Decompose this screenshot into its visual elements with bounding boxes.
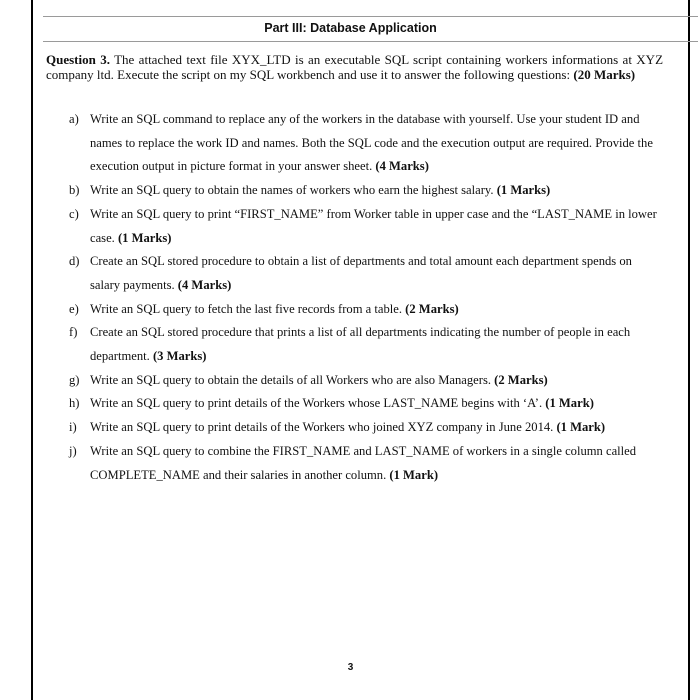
question-items: [69, 108, 659, 487]
item-text: Write an SQL query to obtain the names of workers who earn the highest salary.: [90, 183, 494, 198]
item-text: Write an SQL query to fetch the last five records from a table.: [90, 301, 403, 316]
item-text: Write an SQL query to obtain the details of all Workers who are also Managers.: [90, 372, 492, 387]
question-marks: (20 Marks): [573, 67, 636, 82]
item-letter: j): [69, 443, 77, 458]
item-letter: a): [69, 112, 79, 126]
item-text: Create an SQL stored procedure to obtain a list of departments and total amount each department spends on salary payments.: [90, 254, 632, 292]
list-item: [69, 298, 659, 322]
list-item: [69, 440, 659, 487]
item-marks: (1 Mark): [556, 420, 606, 435]
item-marks: (3 Marks): [152, 349, 207, 364]
item-text: Write an SQL query to print details of the Workers whose LAST_NAME begins with ‘A’.: [90, 396, 543, 411]
page-border-right: [688, 0, 690, 700]
list-item: [69, 203, 659, 250]
page-number: 3: [347, 662, 354, 673]
item-letter: b): [69, 183, 80, 198]
item-marks: (4 Marks): [375, 159, 429, 174]
item-letter: g): [69, 372, 80, 387]
item-marks: (1 Mark): [545, 396, 594, 411]
question-text: The attached text file XYX_LTD is an executable SQL script containing workers informations at XYZ company ltd. Execute the script on my SQL workbench and use it to answer the following questions:: [46, 52, 664, 82]
list-item: [69, 369, 659, 393]
header-rule-top: [43, 16, 698, 17]
header-rule-bottom: [43, 41, 698, 42]
question-paragraph: [46, 52, 663, 82]
item-letter: i): [69, 420, 77, 435]
document-page: [33, 0, 688, 700]
item-letter: e): [69, 301, 79, 316]
list-item: [69, 416, 659, 440]
item-marks: (2 Marks): [494, 372, 548, 387]
item-letter: h): [69, 396, 80, 411]
list-item: [69, 321, 659, 368]
section-title: Part III: Database Application: [264, 21, 437, 35]
list-item: [69, 250, 659, 297]
item-text: Write an SQL query to print “FIRST_NAME” from Worker table in upper case and the “LAST_NAME in lower case.: [90, 206, 657, 245]
item-text: Write an SQL query to combine the FIRST_NAME and LAST_NAME of workers in a single column called COMPLETE_NAME and their salaries in another column.: [90, 443, 637, 482]
item-text: Create an SQL stored procedure that prints a list of all departments indicating the number of people in each department.: [90, 325, 631, 364]
item-text: Write an SQL query to print details of the Workers who joined XYZ company in June 2014.: [90, 420, 554, 435]
item-letter: c): [69, 206, 79, 221]
item-letter: f): [69, 325, 78, 340]
list-item: [69, 179, 659, 203]
item-marks: (4 Marks): [177, 277, 232, 292]
item-text: Write an SQL command to replace any of the workers in the database with yourself. Use your student ID and names to replace the work ID and names. Both the SQL code and the execution output are required. Provide the execution output in picture format in your answer sheet.: [90, 112, 653, 174]
item-marks: (1 Marks): [117, 230, 172, 245]
item-marks: (2 Marks): [405, 301, 459, 316]
list-item: [69, 392, 659, 416]
item-letter: d): [69, 254, 80, 269]
list-item: [69, 108, 659, 179]
item-marks: (1 Marks): [496, 183, 551, 198]
item-marks: (1 Mark): [389, 467, 439, 482]
question-number: Question 3.: [46, 52, 110, 67]
